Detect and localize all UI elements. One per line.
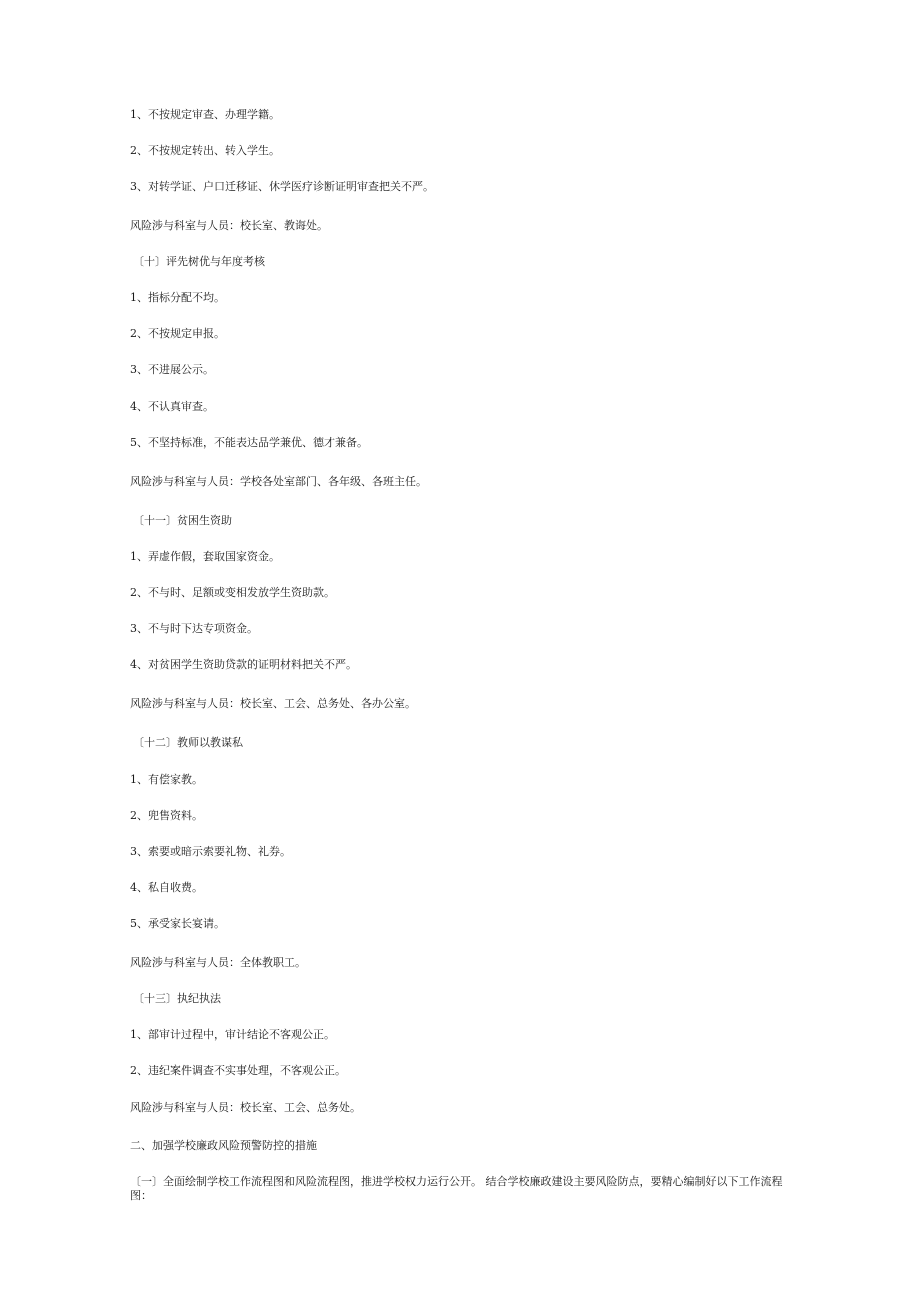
section-heading: 〔十〕评先树优与年度考核 (133, 255, 265, 268)
text-line: 4、对贫困学生资助贷款的证明材料把关不严。 (130, 658, 357, 671)
text-line: 1、有偿家教。 (130, 773, 203, 786)
section-heading: 〔十一〕贫困生资助 (133, 514, 232, 527)
section-heading: 〔十三〕执纪执法 (133, 992, 221, 1005)
risk-departments-line: 风险涉与科室与人员：校长室、工会、总务处。 (130, 1101, 361, 1114)
text-line: 2、兜售资料。 (130, 809, 203, 822)
text-line: 3、对转学证、户口迁移证、休学医疗诊断证明审查把关不严。 (130, 180, 434, 193)
section-heading: 〔十二〕教师以教谋私 (133, 736, 243, 749)
text-line: 2、不与时、足额或变相发放学生资助款。 (130, 586, 335, 599)
risk-departments-line: 风险涉与科室与人员：全体教职工。 (130, 956, 306, 969)
chapter-heading: 二、加强学校廉政风险预警防控的措施 (130, 1139, 317, 1152)
text-line: 4、不认真审查。 (130, 400, 214, 413)
text-line: 5、承受家长宴请。 (130, 917, 225, 930)
text-line: 2、不按规定转出、转入学生。 (130, 144, 280, 157)
text-line: 1、不按规定审查、办理学籍。 (130, 108, 280, 121)
text-line: 2、不按规定申报。 (130, 327, 225, 340)
text-line: 4、私自收费。 (130, 881, 203, 894)
risk-departments-line: 风险涉与科室与人员：校长室、教诲处。 (130, 219, 328, 232)
body-paragraph: 〔一〕全面绘制学校工作流程图和风险流程图，推进学校权力运行公开。 结合学校廉政建设主要风险防点，要精心编制好以下工作流程图： (130, 1175, 783, 1202)
text-line: 3、索要或暗示索要礼物、礼券。 (130, 845, 291, 858)
risk-departments-line: 风险涉与科室与人员：学校各处室部门、各年级、各班主任。 (130, 475, 427, 488)
risk-departments-line: 风险涉与科室与人员：校长室、工会、总务处、各办公室。 (130, 697, 416, 710)
text-line: 3、不与时下达专项资金。 (130, 622, 258, 635)
text-line: 1、弄虚作假，套取国家资金。 (130, 550, 280, 563)
text-line: 1、部审计过程中，审计结论不客观公正。 (130, 1028, 335, 1041)
text-line: 3、不进展公示。 (130, 363, 214, 376)
text-line: 2、违纪案件调查不实事处理，不客观公正。 (130, 1064, 346, 1077)
text-line: 1、指标分配不均。 (130, 291, 225, 304)
text-line: 5、不坚持标准，不能表达品学兼优、德才兼备。 (130, 436, 368, 449)
